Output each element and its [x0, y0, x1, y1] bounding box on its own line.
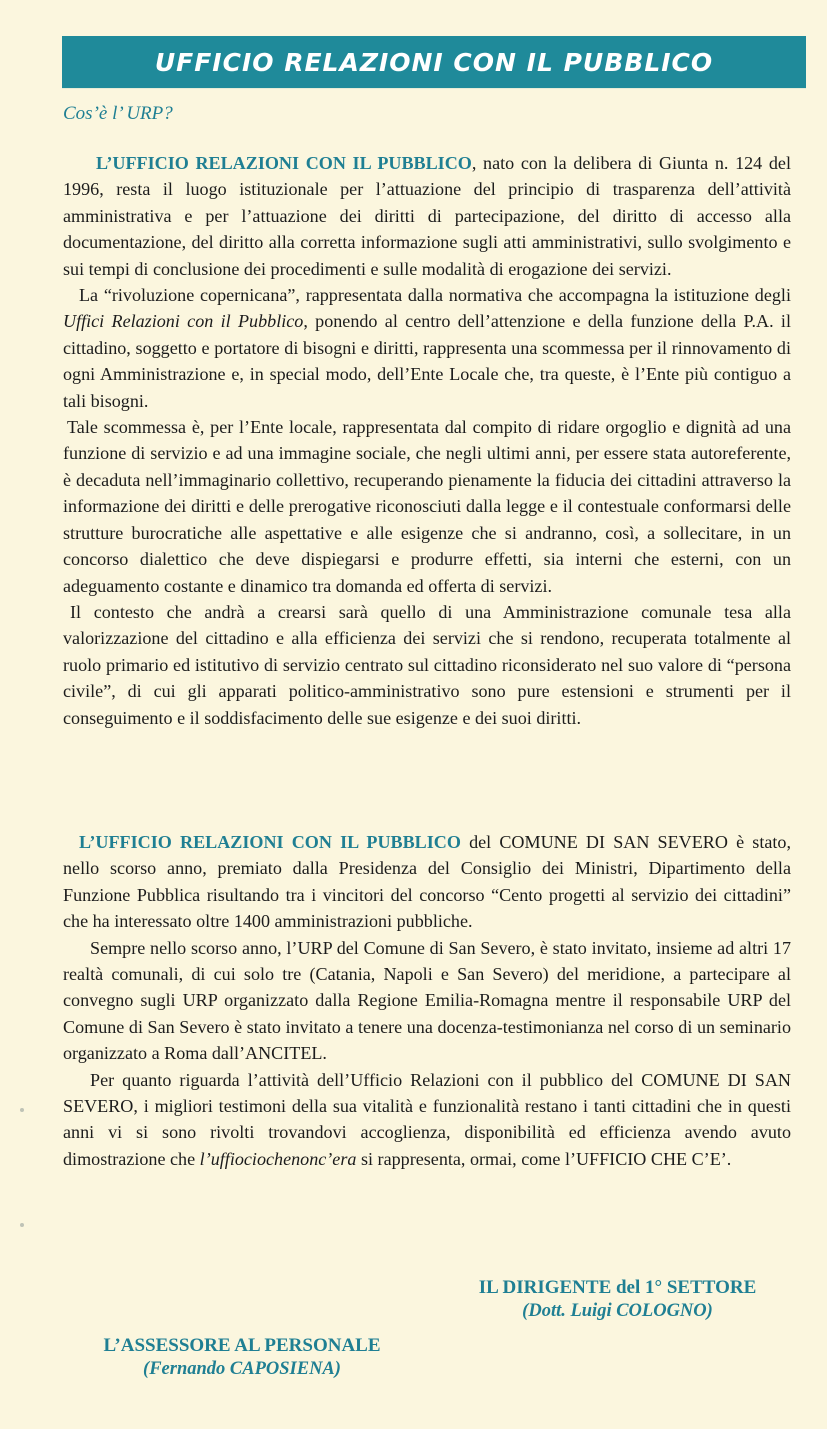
highlight-urp: L’UFFICIO RELAZIONI CON IL PUBBLICO — [96, 153, 472, 173]
paragraph-3: Tale scommessa è, per l’Ente locale, rappresentata dal compito di ridare orgoglio e dignità ad una funzione di servizio e ad una immagine sociale, che negli ultimi anni, per essere stata autoreferente, è decaduta nell’immaginario collettivo, recuperando pienamente la fiducia dei cittadini attraverso la informazione dei diritti e delle prerogative riconosciuti dalla legge e il contestuale conformarsi delle strutture burocratiche alle aspettative e alle esigenze che si andranno, così, a sollecitare, in un concorso dialettico che deve dispiegarsi e produrre effetti, sia interni che esterni, con un adeguamento costante e dinamico tra domanda ed offerta di servizi. — [63, 417, 791, 596]
body-section-1 — [63, 150, 791, 731]
assessore-name: (Fernando CAPOSIENA) — [143, 1359, 341, 1379]
paragraph-7-italic: l’uffiociochenonc’era — [199, 1148, 357, 1169]
paragraph-6: Sempre nello scorso anno, l’URP del Comune di San Severo, è stato invitato, insieme ad altri 17 realtà comunali, di cui solo tre (Catania, Napoli e San Severo) del meridione, a partecipare al convegno sugli URP organizzato dalla Regione Emilia-Romagna mentre il responsabile URP del Comune di San Severo è stato invitato a tenere una docenza-testimonianza nel corso di un seminario organizzato a Roma dall’ANCITEL. — [63, 937, 791, 1064]
header-banner — [62, 36, 806, 88]
scan-speck — [20, 1223, 24, 1227]
paragraph-1-text: , nato con la delibera di Giunta n. 124 del 1996, resta il luogo istituzionale per l’attuazione del principio di trasparenza dell’attività amministrativa e per l’attuazione dei diritti di partecipazione, del diritto di accesso alla documentazione, del diritto alla corretta informazione sugli atti amministrativi, sullo svolgimento e sui tempi di conclusione dei procedimenti e sulle modalità di erogazione dei servizi. — [63, 153, 791, 279]
paragraph-7-text-b: si rappresenta, ormai, come l’UFFICIO CHE C’E’. — [356, 1148, 732, 1169]
dirigente-name: (Dott. Luigi COLOGNO) — [522, 1301, 713, 1321]
assessore-role: L’ASSESSORE AL PERSONALE — [103, 1335, 381, 1356]
paragraph-2 — [63, 282, 791, 414]
scan-speck — [20, 1108, 24, 1112]
paragraph-1 — [63, 150, 791, 282]
body-section-2 — [63, 829, 791, 1172]
paragraph-7-text-a: Per quanto riguarda l’attività dell’Ufficio Relazioni con il pubblico del COMUNE DI SAN SEVERO, i migliori testimoni della sua vitalità e funzionalità restano i tanti cittadini che in questi anni vi si sono rivolti trovandovi accoglienza, disponibilità ed efficienza avendo avuto dimostrazione che — [63, 1069, 791, 1169]
page-title: UFFICIO RELAZIONI CON IL PUBBLICO — [154, 47, 714, 77]
signature-dirigente — [450, 1277, 785, 1322]
paragraph-7 — [63, 1067, 791, 1173]
dirigente-role: IL DIRIGENTE del 1° SETTORE — [478, 1277, 757, 1298]
paragraph-2-text-b: , ponendo al centro dell’attenzione e della funzione della P.A. il cittadino, soggetto e portatore di bisogni e diritti, rappresenta una scommessa per il rinnovamento di ogni Amministrazione e, in special modo, dell’Ente Locale che, tra queste, è l’Ente più contiguo a tali bisogni. — [63, 311, 791, 411]
paragraph-4: Il contesto che andrà a crearsi sarà quello di una Amministrazione comunale tesa alla valorizzazione del cittadino e alla efficienza dei servizi che si rendono, recuperata totalmente al ruolo primario ed istitutivo di servizio centrato sul cittadino riconsiderato nel suo valore di “persona civile”, di cui gli apparati politico-amministrativo sono pure estensioni e strumenti per il conseguimento e il soddisfacimento delle sue esigenze e dei suoi diritti. — [63, 601, 791, 728]
paragraph-2-italic: Uffici Relazioni con il Pubblico — [63, 311, 304, 332]
section-subtitle: Cos’è l’ URP? — [63, 103, 173, 124]
signature-assessore — [72, 1335, 412, 1380]
paragraph-5-text: del COMUNE DI SAN SEVERO è stato, nello scorso anno, premiato dalla Presidenza del Consiglio dei Ministri, Dipartimento della Funzione Pubblica risultando tra i vincitori del concorso “Cento progetti al servizio dei cittadini” che ha interessato oltre 1400 amministrazioni pubbliche. — [63, 832, 791, 932]
highlight-urp-2: L’UFFICIO RELAZIONI CON IL PUBBLICO — [79, 832, 461, 852]
paragraph-5 — [63, 829, 791, 935]
paragraph-2-text-a: La “rivoluzione copernicana”, rappresentata dalla normativa che accompagna la istituzione degli — [79, 285, 791, 306]
